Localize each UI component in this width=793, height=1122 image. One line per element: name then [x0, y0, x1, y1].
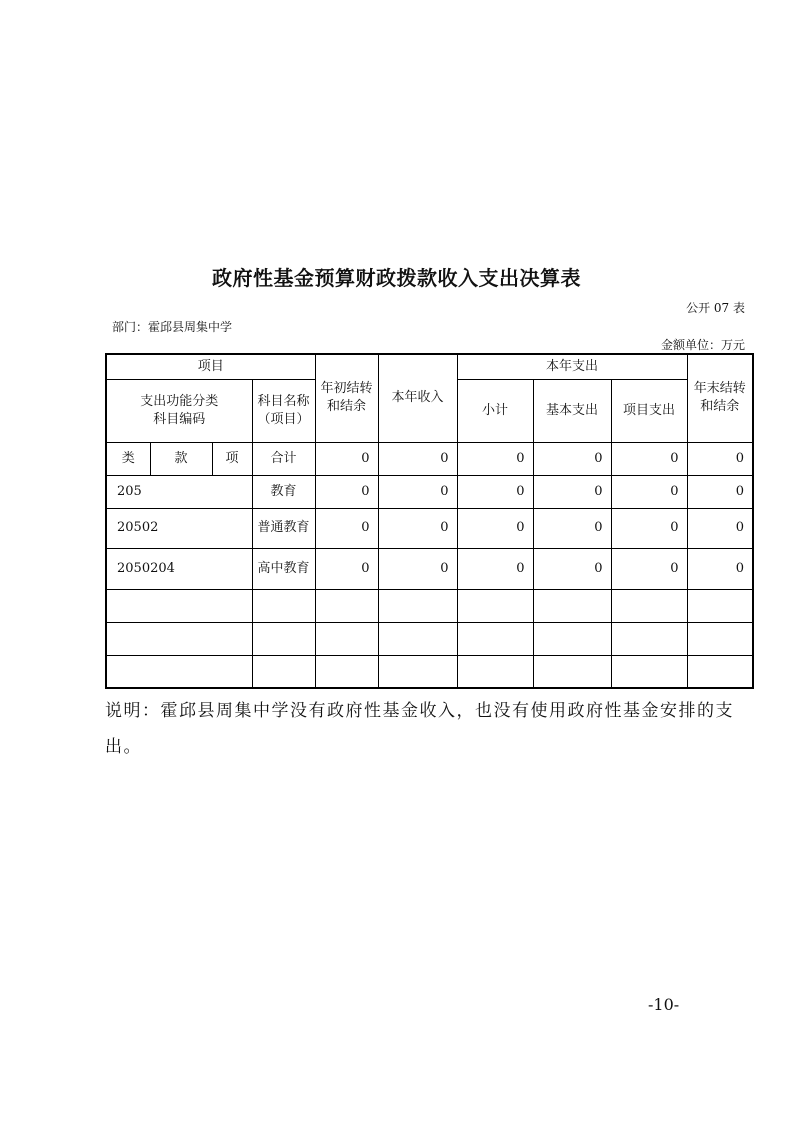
row-subtotal: 0: [457, 508, 533, 548]
total-end: 0: [687, 442, 753, 475]
row-begin: 0: [315, 548, 378, 589]
row-code: 2050204: [106, 548, 252, 589]
header-basic-exp: 基本支出: [533, 379, 611, 442]
total-income: 0: [378, 442, 457, 475]
row-income: 0: [378, 475, 457, 508]
fund-table: [105, 353, 754, 689]
total-basic: 0: [533, 442, 611, 475]
department-label: 部门：霍邱县周集中学: [112, 320, 233, 334]
header-item: 项目: [106, 354, 315, 379]
row-basic: 0: [533, 475, 611, 508]
row-name: 高中教育: [252, 548, 315, 589]
header-subject-name: 科目名称（项目）: [252, 379, 315, 442]
row-income: 0: [378, 508, 457, 548]
row-end: 0: [687, 475, 753, 508]
row-code: 205: [106, 475, 252, 508]
row-project: 0: [611, 508, 687, 548]
unit-label: 金额单位：万元: [660, 338, 745, 352]
header-expense-group: 本年支出: [457, 354, 687, 379]
header-xiang: 项: [212, 442, 252, 475]
empty-row: [106, 622, 753, 655]
header-project-exp: 项目支出: [611, 379, 687, 442]
row-subtotal: 0: [457, 475, 533, 508]
row-name: 普通教育: [252, 508, 315, 548]
empty-row: [106, 589, 753, 622]
page-number: -10-: [648, 995, 680, 1014]
row-income: 0: [378, 548, 457, 589]
header-lei: 类: [106, 442, 150, 475]
row-end: 0: [687, 548, 753, 589]
row-end: 0: [687, 508, 753, 548]
header-subtotal: 小计: [457, 379, 533, 442]
row-subtotal: 0: [457, 548, 533, 589]
note-text: 说明：霍邱县周集中学没有政府性基金收入，也没有使用政府性基金安排的支出。: [105, 701, 734, 757]
row-basic: 0: [533, 548, 611, 589]
row-code: 20502: [106, 508, 252, 548]
table-tag: 公开 07 表: [686, 301, 745, 315]
row-name: 教育: [252, 475, 315, 508]
row-begin: 0: [315, 475, 378, 508]
total-project: 0: [611, 442, 687, 475]
table-row: [106, 508, 753, 548]
row-project: 0: [611, 475, 687, 508]
row-basic: 0: [533, 508, 611, 548]
header-kuan: 款: [150, 442, 212, 475]
total-label: 合计: [252, 442, 315, 475]
row-project: 0: [611, 548, 687, 589]
total-begin: 0: [315, 442, 378, 475]
header-income: 本年收入: [378, 354, 457, 442]
total-subtotal: 0: [457, 442, 533, 475]
page-title: 政府性基金预算财政拨款收入支出决算表: [212, 266, 581, 290]
header-func-class: 支出功能分类科目编码: [106, 379, 252, 442]
row-begin: 0: [315, 508, 378, 548]
table-row: [106, 475, 753, 508]
header-begin-balance: 年初结转和结余: [315, 354, 378, 442]
header-end-balance: 年末结转和结余: [687, 354, 753, 442]
table-row: [106, 548, 753, 589]
empty-row: [106, 655, 753, 688]
